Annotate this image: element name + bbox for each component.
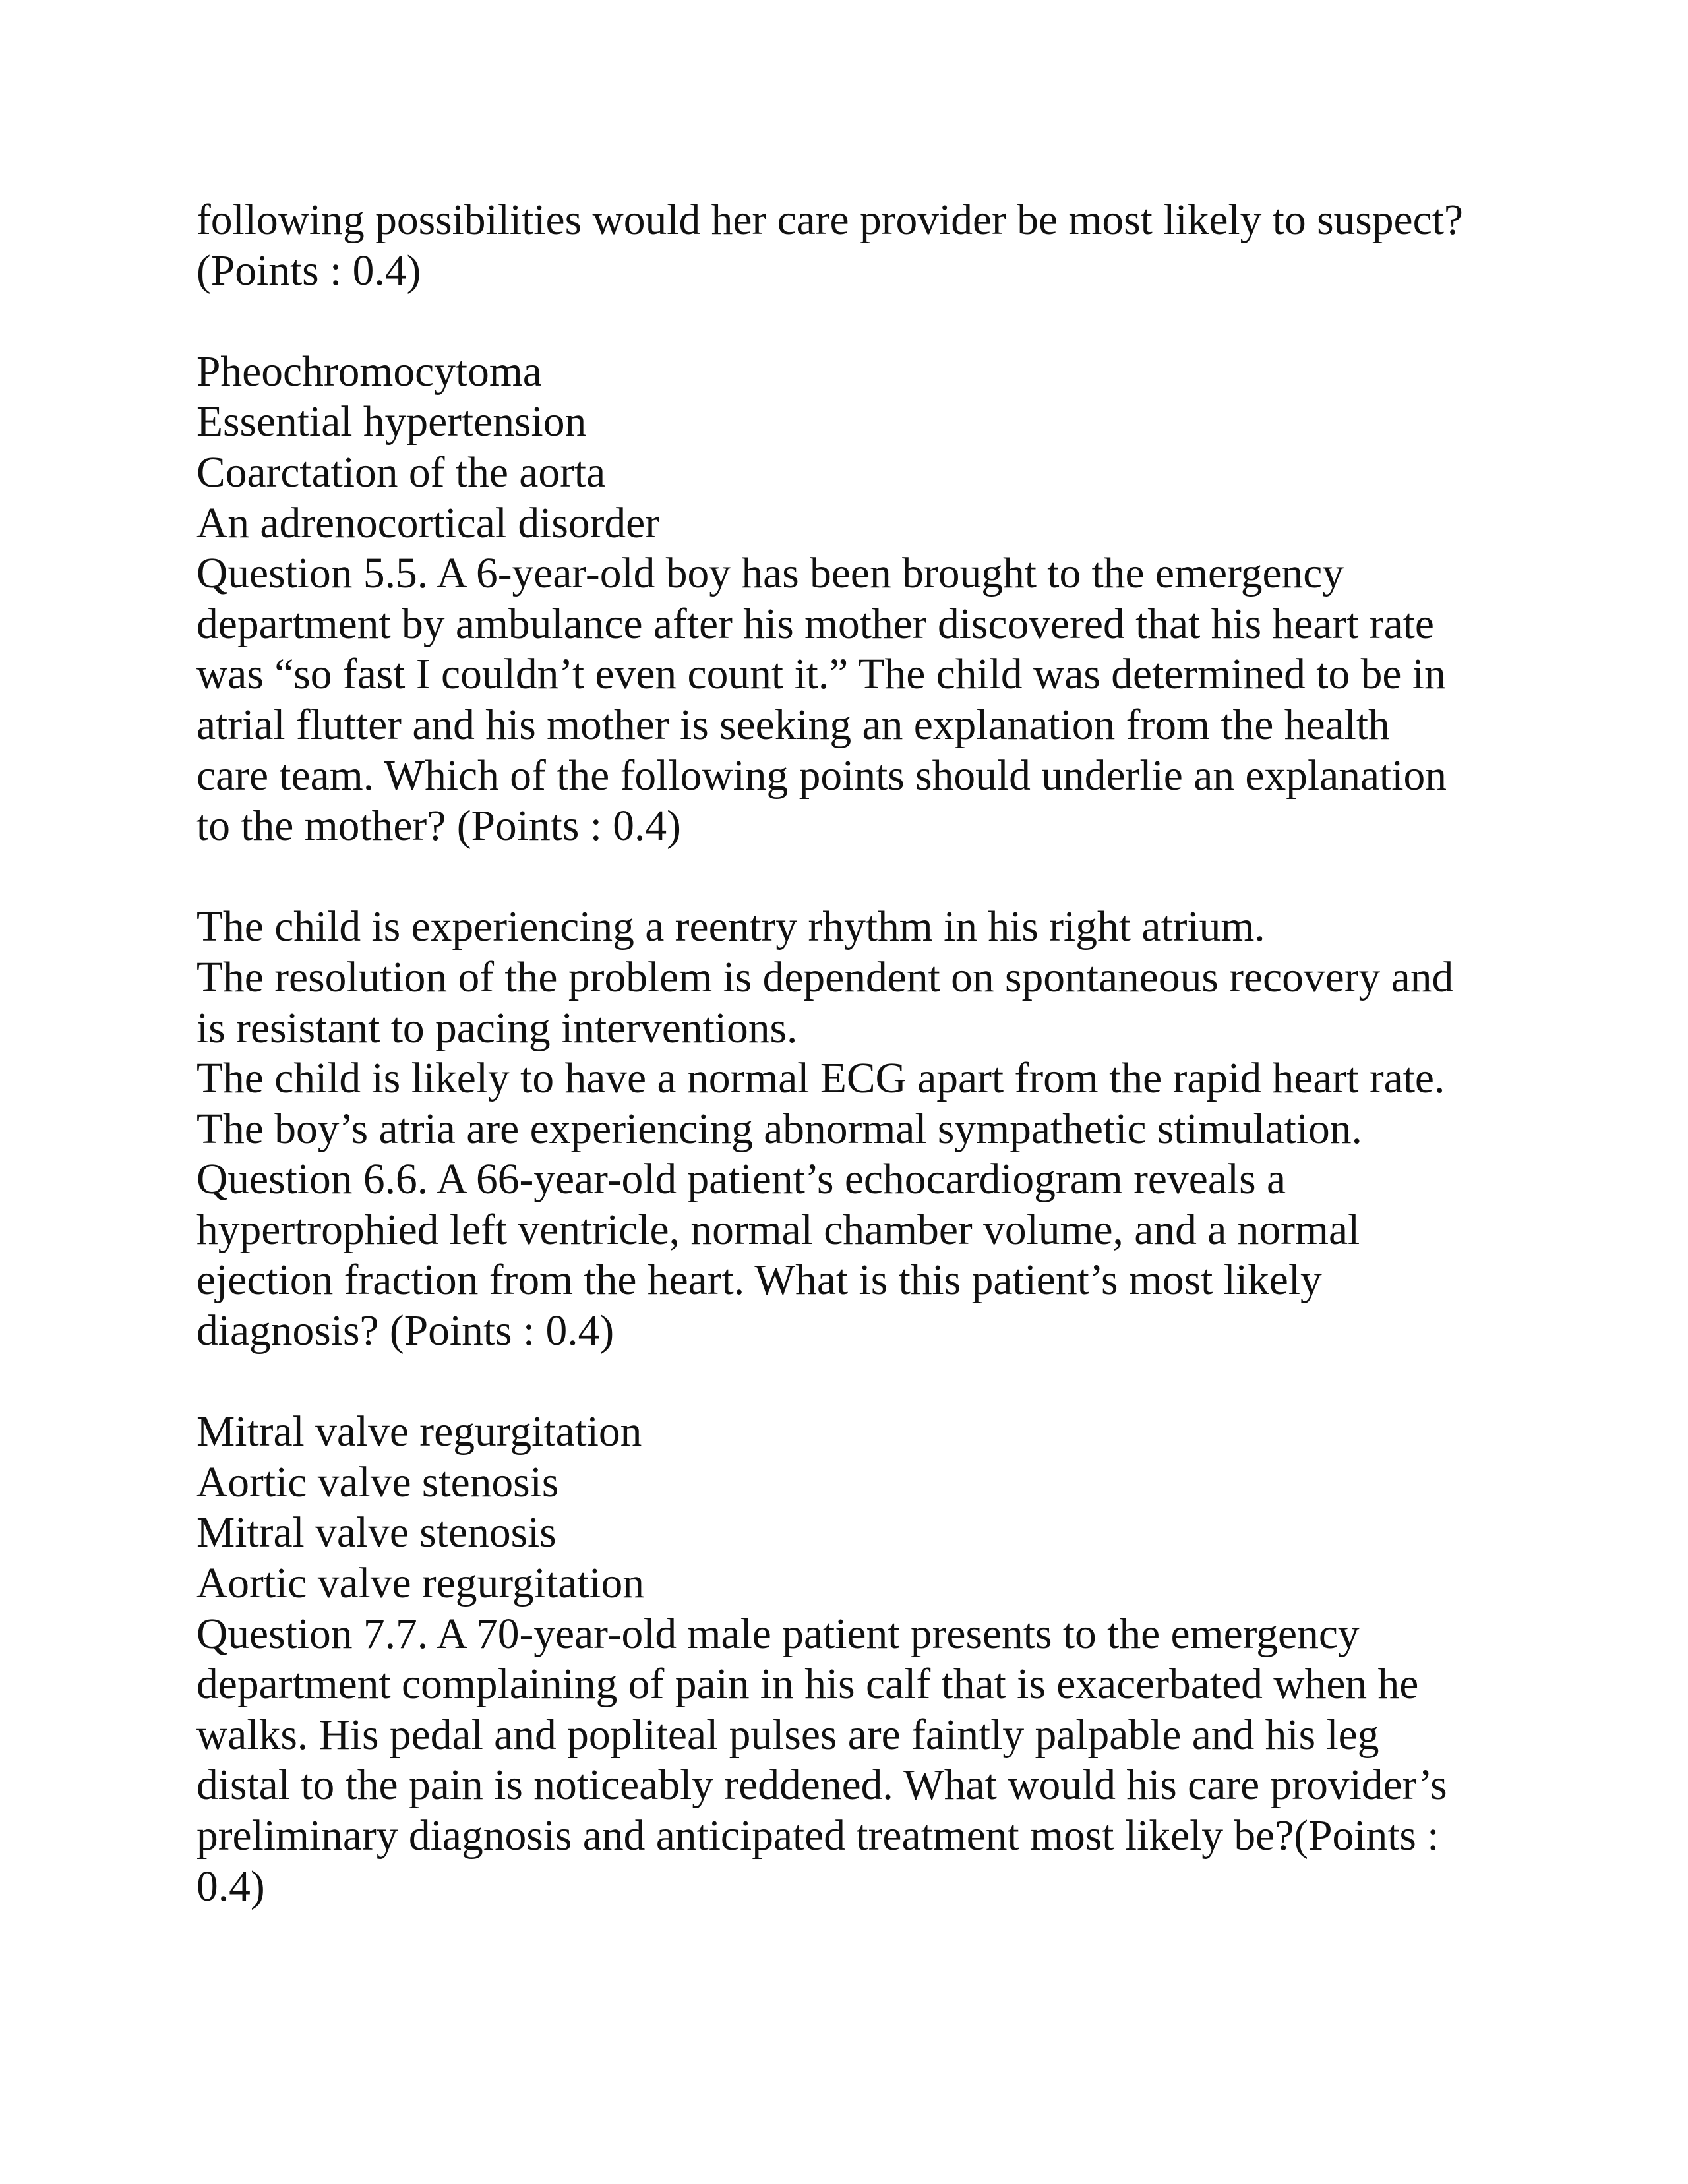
paragraph-break (196, 296, 1515, 347)
question-text-line: hypertrophied left ventricle, normal chamber volume, and a normal (196, 1206, 1360, 1254)
question-text-line: Question 5.5. A 6-year-old boy has been brought to the emergency (196, 550, 1344, 598)
answer-option: The child is likely to have a normal ECG apart from the rapid heart rate. (196, 1055, 1445, 1103)
answer-option: Aortic valve stenosis (196, 1458, 559, 1506)
paragraph-break (196, 852, 1515, 902)
answer-option: Aortic valve regurgitation (196, 1560, 645, 1608)
question-text-line: 0.4) (196, 1862, 265, 1910)
answer-option: An adrenocortical disorder (196, 499, 660, 547)
question-text-line: to the mother? (Points : 0.4) (196, 802, 681, 850)
document-body (196, 195, 1515, 1912)
question-text-line: preliminary diagnosis and anticipated treatment most likely be?(Points : (196, 1812, 1439, 1860)
answer-option: Mitral valve regurgitation (196, 1408, 642, 1456)
question-4-stem-continuation (196, 195, 1515, 296)
answer-option: Mitral valve stenosis (196, 1509, 557, 1557)
answer-option: Essential hypertension (196, 398, 587, 446)
question-text-line: ejection fraction from the heart. What is this patient’s most likely (196, 1256, 1322, 1305)
question-text-line: department complaining of pain in his calf that is exacerbated when he (196, 1661, 1419, 1709)
answer-option: is resistant to pacing interventions. (196, 1004, 798, 1052)
question-text-line: atrial flutter and his mother is seeking an explanation from the health (196, 701, 1390, 749)
question-text-line: Question 6.6. A 66-year-old patient’s echocardiogram reveals a (196, 1156, 1286, 1204)
question-6-options-and-question-7 (196, 1407, 1515, 1912)
answer-option: The boy’s atria are experiencing abnormal sympathetic stimulation. (196, 1105, 1362, 1153)
question-text-line: was “so fast I couldn’t even count it.” The child was determined to be in (196, 651, 1446, 699)
question-text-line: Question 7.7. A 70-year-old male patient presents to the emergency (196, 1610, 1360, 1658)
answer-option: The child is experiencing a reentry rhythm in his right atrium. (196, 903, 1265, 951)
question-4-options-and-question-5 (196, 347, 1515, 852)
answer-option: Coarctation of the aorta (196, 448, 606, 496)
answer-option: The resolution of the problem is dependent on spontaneous recovery and (196, 953, 1454, 1001)
paragraph-break (196, 1357, 1515, 1407)
question-text-line: walks. His pedal and popliteal pulses are faintly palpable and his leg (196, 1711, 1379, 1759)
question-text-line: distal to the pain is noticeably reddened. What would his care provider’s (196, 1761, 1447, 1810)
question-text-line: department by ambulance after his mother discovered that his heart rate (196, 600, 1434, 648)
question-5-options-and-question-6 (196, 902, 1515, 1356)
answer-option: Pheochromocytoma (196, 347, 542, 396)
text-line: (Points : 0.4) (196, 247, 421, 295)
text-line: following possibilities would her care provider be most likely to suspect? (196, 196, 1463, 244)
question-text-line: care team. Which of the following points should underlie an explanation (196, 752, 1447, 800)
question-text-line: diagnosis? (Points : 0.4) (196, 1307, 615, 1355)
